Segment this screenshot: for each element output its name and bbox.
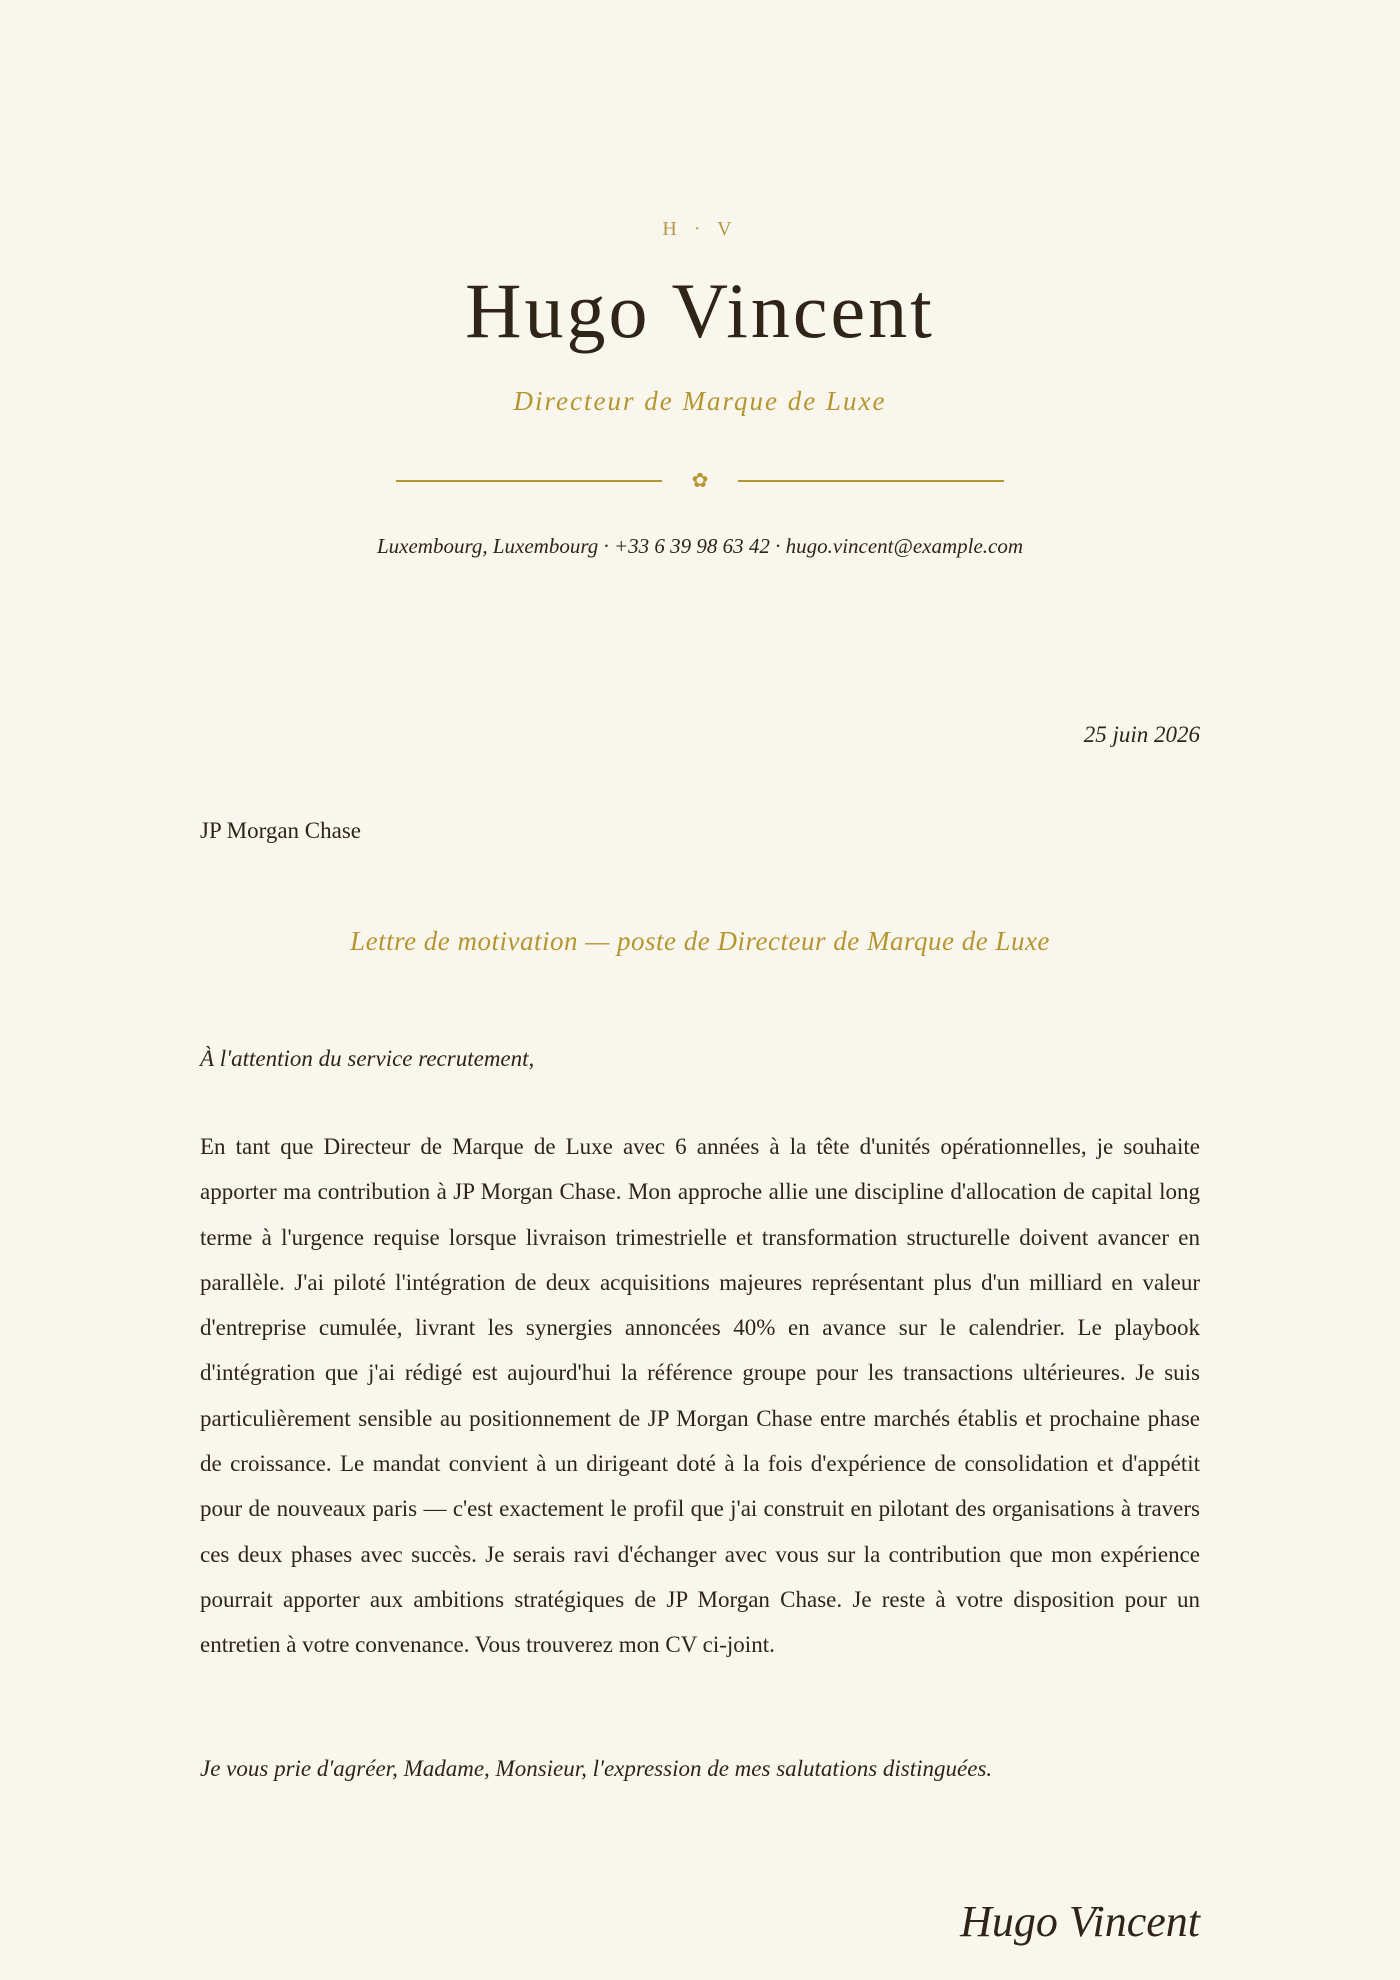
recipient: JP Morgan Chase (200, 818, 361, 843)
applicant-name: Hugo Vincent (465, 267, 935, 354)
applicant-role: Directeur de Marque de Luxe (513, 386, 887, 416)
divider-line-left (396, 480, 662, 482)
closing-formula: Je vous prie d'agréer, Madame, Monsieur, l'expression de mes salutations distinguées. (200, 1756, 993, 1781)
flower-icon: ✿ (691, 468, 709, 492)
signature: Hugo Vincent (960, 1897, 1200, 1946)
contact-line: Luxembourg, Luxembourg · +33 6 39 98 63 42 · hugo.vincent@example.com (376, 534, 1024, 558)
monogram: H · V (662, 218, 738, 240)
salutation: À l'attention du service recrutement, (200, 1046, 535, 1071)
letter-body: En tant que Directeur de Marque de Luxe avec 6 années à la tête d'unités opérationnelles, je souhaite apporter ma contribution à JP Morgan Chase. Mon approche allie une discipline d'allocation de capital long terme à l'urgence requise lorsque livraison trimestrielle et transformation structurelle doivent avancer en parallèle. J'ai piloté l'intégration de deux acquisitions majeures représentant plus d'un milliard en valeur d'entreprise cumulée, livrant les synergies annoncées 40% en avance sur le calendrier. Le playbook d'intégration que j'ai rédigé est aujourd'hui la référence groupe pour les transactions ultérieures. Je suis particulièrement sensible au positionnement de JP Morgan Chase entre marchés établis et prochaine phase de croissance. Le mandat convient à un dirigeant doté à la fois d'expérience de consolidation et d'appétit pour de nouveaux paris — c'est exactement le profil que j'ai construit en pilotant des organisations à travers ces deux phases avec succès. Je serais ravi d'échanger avec vous sur la contribution que mon expérience pourrait apporter aux ambitions stratégiques de JP Morgan Chase. Je reste à votre disposition pour un entretien à votre convenance. Vous trouverez mon CV ci-joint. (200, 1134, 1200, 1658)
divider-line-right (738, 480, 1004, 482)
letter-subject: Lettre de motivation — poste de Directeur de Marque de Luxe (350, 926, 1050, 956)
header-divider (396, 468, 1004, 492)
letter-date: 25 juin 2026 (1083, 722, 1200, 747)
